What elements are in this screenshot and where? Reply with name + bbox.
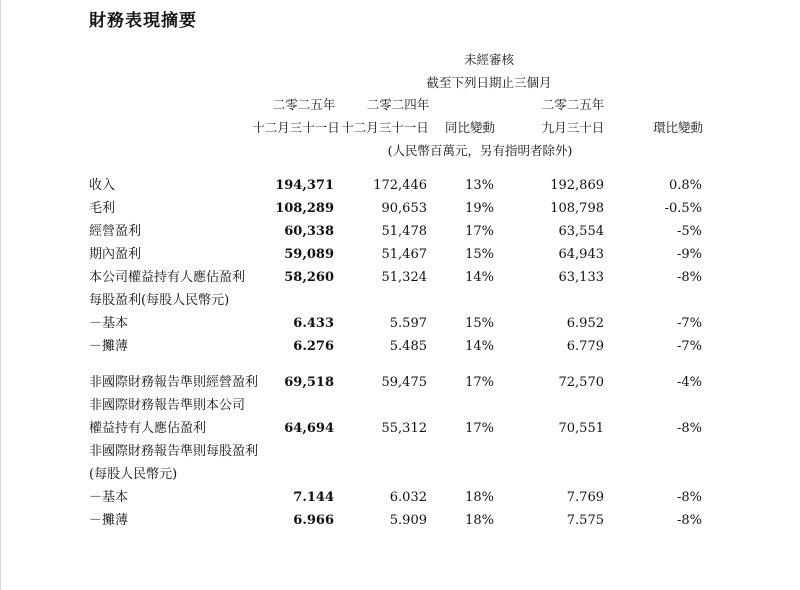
cell-v2: 172,446: [373, 178, 427, 193]
cell-v1: 64,694: [284, 421, 334, 436]
cell-v2: 90,653: [381, 201, 427, 216]
row-label: 每股盈利(每股人民幣元): [89, 293, 230, 308]
cell-v2: 5.597: [389, 316, 427, 331]
row-label: －基本: [89, 490, 129, 505]
cell-v1: 58,260: [284, 270, 334, 285]
cell-v1: 6.276: [293, 339, 334, 354]
row-label: －攤薄: [89, 513, 129, 528]
header-unaudited: 未經審核: [463, 52, 515, 67]
header-col3-yoy: 同比變動: [444, 120, 496, 135]
cell-v3: 15%: [465, 247, 494, 262]
row-label: －攤薄: [89, 339, 129, 354]
row-label: 毛利: [89, 201, 116, 216]
cell-v4: 72,570: [558, 375, 604, 390]
cell-v4: 7.575: [566, 513, 604, 528]
cell-v3: 17%: [465, 224, 494, 239]
cell-v3: 18%: [465, 490, 494, 505]
cell-v5: -8%: [676, 270, 702, 285]
cell-v5: -7%: [676, 316, 702, 331]
header-col4-date: 九月三十日: [541, 120, 605, 135]
cell-v3: 17%: [465, 421, 494, 436]
cell-v3: 14%: [465, 270, 494, 285]
header-units-note: (人民幣百萬元，另有指明者除外): [387, 143, 573, 158]
cell-v3: 14%: [465, 339, 494, 354]
cell-v1: 60,338: [284, 224, 334, 239]
cell-v1: 194,371: [275, 178, 334, 193]
cell-v3: 19%: [465, 201, 494, 216]
cell-v3: 15%: [465, 316, 494, 331]
header-col1-date: 十二月三十一日: [252, 120, 340, 135]
row-label: 非國際財務報告準則經營盈利: [89, 375, 259, 390]
row-label: －基本: [89, 316, 129, 331]
cell-v2: 59,475: [381, 375, 427, 390]
cell-v3: 18%: [465, 513, 494, 528]
cell-v2: 6.032: [389, 490, 427, 505]
cell-v4: 63,133: [558, 270, 604, 285]
cell-v3: 13%: [465, 178, 494, 193]
header-period: 截至下列日期止三個月: [426, 75, 552, 90]
row-label: 收入: [89, 178, 116, 193]
cell-v1: 7.144: [293, 490, 334, 505]
cell-v1: 108,289: [275, 201, 334, 216]
cell-v2: 51,324: [381, 270, 427, 285]
cell-v2: 55,312: [381, 421, 427, 436]
cell-v5: -8%: [676, 513, 702, 528]
cell-v2: 5.485: [389, 339, 427, 354]
cell-v5: -7%: [676, 339, 702, 354]
header-col2-year: 二零二四年: [366, 97, 430, 112]
page-left-border: [0, 0, 1, 590]
header-col2-date: 十二月三十一日: [341, 120, 429, 135]
cell-v1: 59,089: [284, 247, 334, 262]
cell-v5: -9%: [676, 247, 702, 262]
cell-v5: -4%: [676, 375, 702, 390]
cell-v4: 7.769: [566, 490, 604, 505]
cell-v5: 0.8%: [668, 178, 702, 193]
row-label: 權益持有人應佔盈利: [89, 421, 207, 436]
cell-v4: 6.952: [566, 316, 604, 331]
header-col5-qoq: 環比變動: [652, 120, 704, 135]
cell-v4: 63,554: [558, 224, 604, 239]
cell-v1: 6.966: [293, 513, 334, 528]
row-label: (每股人民幣元): [89, 467, 178, 482]
header-col4-year: 二零二五年: [541, 97, 605, 112]
cell-v2: 51,478: [381, 224, 427, 239]
row-label: 本公司權益持有人應佔盈利: [89, 270, 246, 285]
cell-v1: 6.433: [293, 316, 334, 331]
cell-v5: -0.5%: [664, 201, 702, 216]
row-label: 非國際財務報告準則每股盈利: [89, 444, 259, 459]
cell-v2: 5.909: [389, 513, 427, 528]
cell-v5: -5%: [676, 224, 702, 239]
row-label: 非國際財務報告準則本公司: [89, 398, 246, 413]
row-label: 經營盈利: [89, 224, 142, 239]
cell-v4: 70,551: [558, 421, 604, 436]
page-title: 財務表現摘要: [89, 11, 197, 31]
cell-v4: 108,798: [550, 201, 604, 216]
cell-v3: 17%: [465, 375, 494, 390]
cell-v5: -8%: [676, 421, 702, 436]
row-label: 期內盈利: [89, 247, 142, 262]
cell-v1: 69,518: [284, 375, 334, 390]
header-col1-year: 二零二五年: [272, 97, 336, 112]
cell-v5: -8%: [676, 490, 702, 505]
cell-v2: 51,467: [381, 247, 427, 262]
cell-v4: 192,869: [550, 178, 604, 193]
cell-v4: 64,943: [558, 247, 604, 262]
cell-v4: 6.779: [566, 339, 604, 354]
